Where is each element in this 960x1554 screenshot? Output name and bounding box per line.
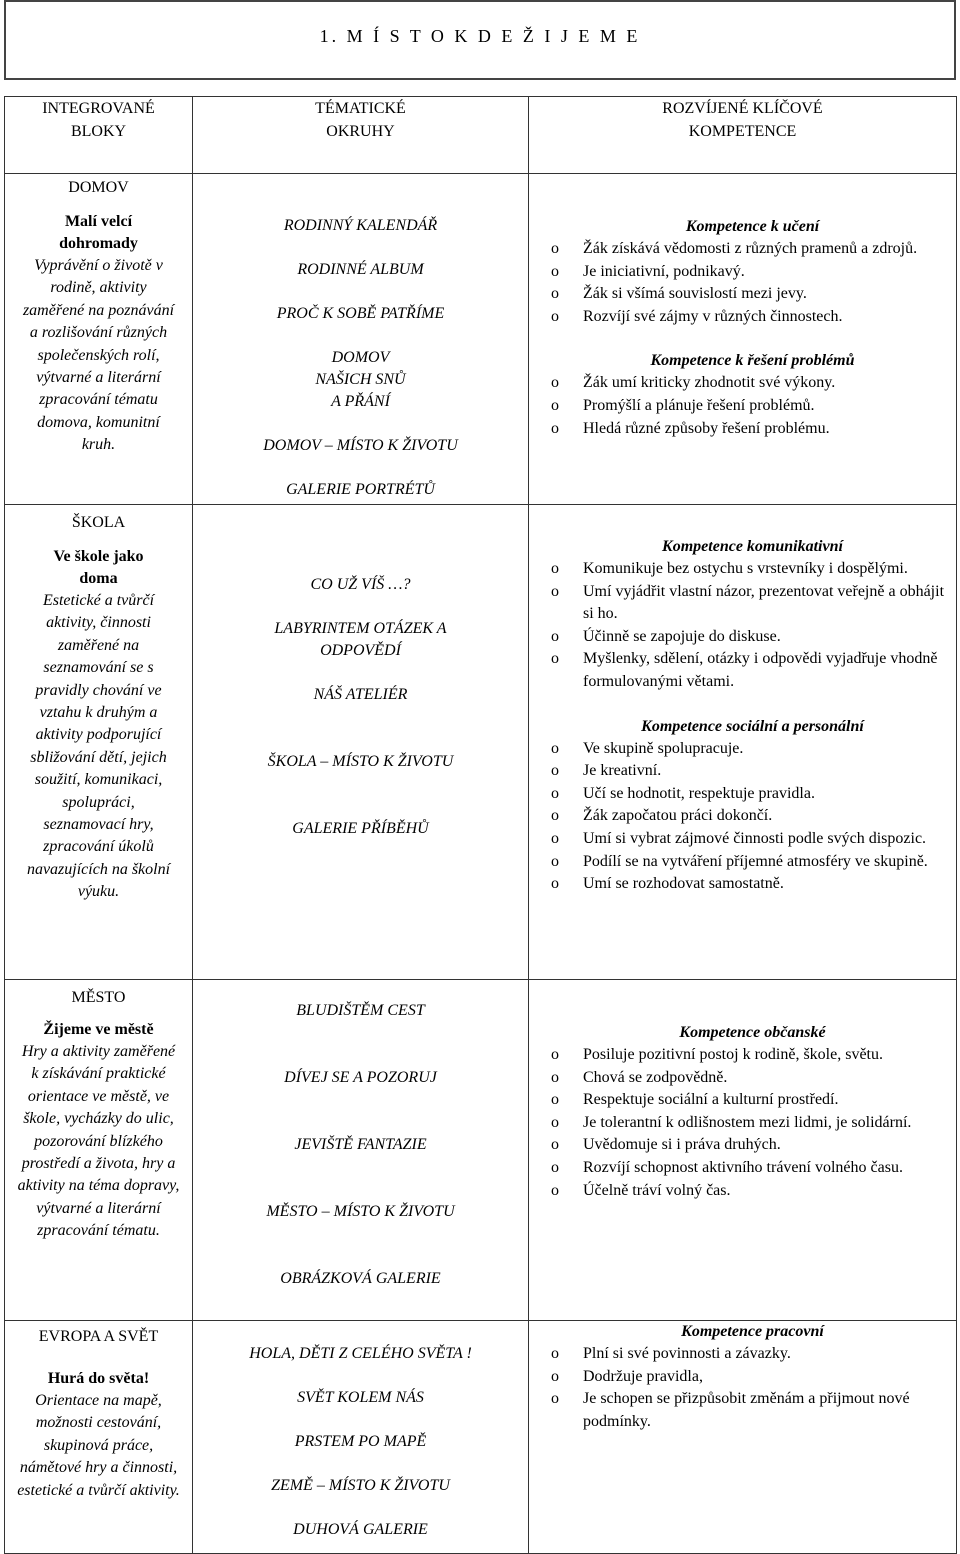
block-cell bbox=[5, 505, 193, 980]
list-item: o Plní si své povinnosti a závazky. bbox=[529, 1343, 956, 1366]
table-header-row bbox=[5, 97, 957, 174]
block-label: DOMOV bbox=[68, 179, 129, 196]
list-item: o Rozvíjí schopnost aktivního trávení volného času. bbox=[529, 1157, 956, 1180]
list-item: o Myšlenky, sdělení, otázky i odpovědi vyjadřuje vhodně formulovanými větami. bbox=[529, 648, 956, 693]
topic-item: JEVIŠTĚ FANTAZIE bbox=[294, 1136, 427, 1153]
block-description: Orientace na mapě, možnosti cestování, skupinová práce, námětové hry a činnosti, estetické a tvůrčí aktivity. bbox=[17, 1392, 180, 1499]
block-label: MĚSTO bbox=[71, 989, 126, 1006]
block-description: Vyprávění o životě v rodině, aktivity zaměřené na poznávání a rozlišování různých společenských rolí, výtvarné a literární zpracování tématu domova, komunitní kruh. bbox=[22, 257, 175, 454]
table-row bbox=[5, 1321, 957, 1554]
block-label: ŠKOLA bbox=[71, 514, 126, 531]
block-title: Malí velcí dohromady bbox=[59, 213, 138, 252]
competence-heading: Kompetence k řešení problémů bbox=[650, 352, 855, 370]
topic-item: SVĚT KOLEM NÁS bbox=[297, 1389, 424, 1406]
topics-cell bbox=[193, 1321, 529, 1554]
topic-item: RODINNÉ ALBUM bbox=[297, 261, 424, 278]
topic-item: ZEMĚ – MÍSTO K ŽIVOTU bbox=[271, 1477, 450, 1494]
topic-item: DUHOVÁ GALERIE bbox=[293, 1521, 428, 1538]
table-row bbox=[5, 505, 957, 980]
block-description: Hry a aktivity zaměřené k získávání praktické orientace ve městě, ve škole, vycházky do ulic, pozorování blízkého prostředí a života, hry a aktivity na téma dopravy, výtvarné a literární zpracování tématu. bbox=[17, 1043, 180, 1240]
competence-list bbox=[529, 238, 956, 328]
competence-heading: Kompetence komunikativní bbox=[662, 538, 843, 555]
list-item: o Je schopen se přizpůsobit změnám a přijmout nové podmínky. bbox=[529, 1388, 956, 1433]
topic-item: PRSTEM PO MAPĚ bbox=[294, 1433, 427, 1450]
competence-list bbox=[529, 1044, 956, 1202]
block-description: Estetické a tvůrčí aktivity, činnosti zaměřené na seznamování se s pravidly chování ve vztahu k druhým a aktivity podporující sbližování dětí, jejich soužití, komunikaci, spolupráci, seznamovací hry, zpracování úkolů navazujících na školní výuku. bbox=[26, 592, 171, 901]
list-item: o Účinně se zapojuje do diskuse. bbox=[529, 626, 956, 649]
topic-item: LABYRINTEM OTÁZEK A ODPOVĚDÍ bbox=[274, 620, 447, 659]
topic-item: GALERIE PORTRÉTŮ bbox=[286, 481, 435, 498]
topic-item: NÁŠ ATELIÉR bbox=[313, 686, 408, 703]
list-item: o Umí se rozhodovat samostatně. bbox=[529, 873, 956, 896]
header-integrated-blocks bbox=[5, 97, 193, 174]
curriculum-table bbox=[4, 96, 957, 1554]
competence-heading: Kompetence občanské bbox=[679, 1024, 826, 1041]
competences-cell bbox=[529, 980, 957, 1321]
header-key-competences bbox=[529, 97, 957, 174]
list-item: o Podílí se na vytváření příjemné atmosféry ve skupině. bbox=[529, 851, 956, 874]
block-cell bbox=[5, 1321, 193, 1554]
header-line: BLOKY bbox=[70, 123, 127, 140]
header-line: INTEGROVANÉ bbox=[42, 100, 155, 117]
topic-item: ŠKOLA – MÍSTO K ŽIVOTU bbox=[267, 753, 454, 770]
list-item: o Umí si vybrat zájmové činnosti podle svých dispozic. bbox=[529, 828, 956, 851]
block-title: Hurá do světa! bbox=[47, 1370, 150, 1387]
list-item: o Je iniciativní, podnikavý. bbox=[529, 261, 956, 284]
topic-item: PROČ K SOBĚ PATŘÍME bbox=[276, 305, 445, 322]
topic-item: HOLA, DĚTI Z CELÉHO SVĚTA ! bbox=[249, 1345, 472, 1362]
list-item: o Je kreativní. bbox=[529, 760, 956, 783]
topic-item: RODINNÝ KALENDÁŘ bbox=[283, 217, 438, 234]
block-cell bbox=[5, 174, 193, 505]
block-title: Žijeme ve městě bbox=[43, 1021, 154, 1038]
competence-heading: Kompetence pracovní bbox=[681, 1323, 824, 1340]
list-item: o Ve skupině spolupracuje. bbox=[529, 738, 956, 761]
competences-cell bbox=[529, 505, 957, 980]
competences-cell bbox=[529, 1321, 957, 1554]
topics-cell bbox=[193, 980, 529, 1321]
topic-item: DOMOV – MÍSTO K ŽIVOTU bbox=[263, 437, 458, 454]
list-item: o Dodržuje pravidla, bbox=[529, 1366, 956, 1389]
competence-list bbox=[529, 1343, 956, 1433]
topic-item: DOMOV NAŠICH SNŮ A PŘÁNÍ bbox=[315, 349, 406, 410]
header-thematic-areas bbox=[193, 97, 529, 174]
list-item: o Žák umí kriticky zhodnotit své výkony. bbox=[529, 372, 956, 395]
topic-item: CO UŽ VÍŠ …? bbox=[310, 576, 411, 593]
list-item: o Rozvíjí své zájmy v různých činnostech. bbox=[529, 306, 956, 329]
block-label: EVROPA A SVĚT bbox=[38, 1328, 159, 1345]
list-item: o Hledá různé způsoby řešení problému. bbox=[529, 418, 956, 441]
competence-heading: Kompetence k učení bbox=[685, 218, 820, 235]
competence-list bbox=[529, 372, 956, 440]
topic-item: OBRÁZKOVÁ GALERIE bbox=[280, 1270, 441, 1287]
list-item: o Žák si všímá souvislostí mezi jevy. bbox=[529, 283, 956, 306]
header-line: OKRUHY bbox=[326, 123, 395, 140]
list-item: o Uvědomuje si i práva druhých. bbox=[529, 1134, 956, 1157]
list-item: o Umí vyjádřit vlastní názor, prezentovat veřejně a obhájit si ho. bbox=[529, 581, 956, 626]
topic-item: DÍVEJ SE A POZORUJ bbox=[284, 1069, 437, 1086]
list-item: o Učí se hodnotit, respektuje pravidla. bbox=[529, 783, 956, 806]
list-item: o Respektuje sociální a kulturní prostředí. bbox=[529, 1089, 956, 1112]
header-line: TÉMATICKÉ bbox=[315, 100, 406, 117]
table-row bbox=[5, 174, 957, 505]
topics-cell bbox=[193, 174, 529, 505]
header-line: KOMPETENCE bbox=[688, 123, 797, 140]
list-item: o Posiluje pozitivní postoj k rodině, škole, světu. bbox=[529, 1044, 956, 1067]
block-title: Ve škole jako doma bbox=[53, 548, 144, 587]
list-item: o Účelně tráví volný čas. bbox=[529, 1180, 956, 1203]
list-item: o Je tolerantní k odlišnostem mezi lidmi, je solidární. bbox=[529, 1112, 956, 1135]
table-row bbox=[5, 980, 957, 1321]
competence-heading: Kompetence sociální a personální bbox=[641, 717, 864, 735]
topic-item: BLUDIŠTĚM CEST bbox=[296, 1002, 425, 1019]
page-title: 1. M Í S T O K D E Ž I J E M E bbox=[4, 0, 956, 80]
list-item: o Žák započatou práci dokončí. bbox=[529, 805, 956, 828]
block-cell bbox=[5, 980, 193, 1321]
topics-cell bbox=[193, 505, 529, 980]
competence-list bbox=[529, 558, 956, 694]
topic-item: MĚSTO – MÍSTO K ŽIVOTU bbox=[266, 1203, 455, 1220]
list-item: o Promýšlí a plánuje řešení problémů. bbox=[529, 395, 956, 418]
header-line: ROZVÍJENÉ KLÍČOVÉ bbox=[662, 100, 823, 117]
competences-cell bbox=[529, 174, 957, 505]
list-item: o Komunikuje bez ostychu s vrstevníky i dospělými. bbox=[529, 558, 956, 581]
list-item: o Chová se zodpovědně. bbox=[529, 1067, 956, 1090]
list-item: o Žák získává vědomosti z různých pramenů a zdrojů. bbox=[529, 238, 956, 261]
competence-list bbox=[529, 738, 956, 896]
topic-item: GALERIE PŘÍBĚHŮ bbox=[292, 820, 429, 837]
